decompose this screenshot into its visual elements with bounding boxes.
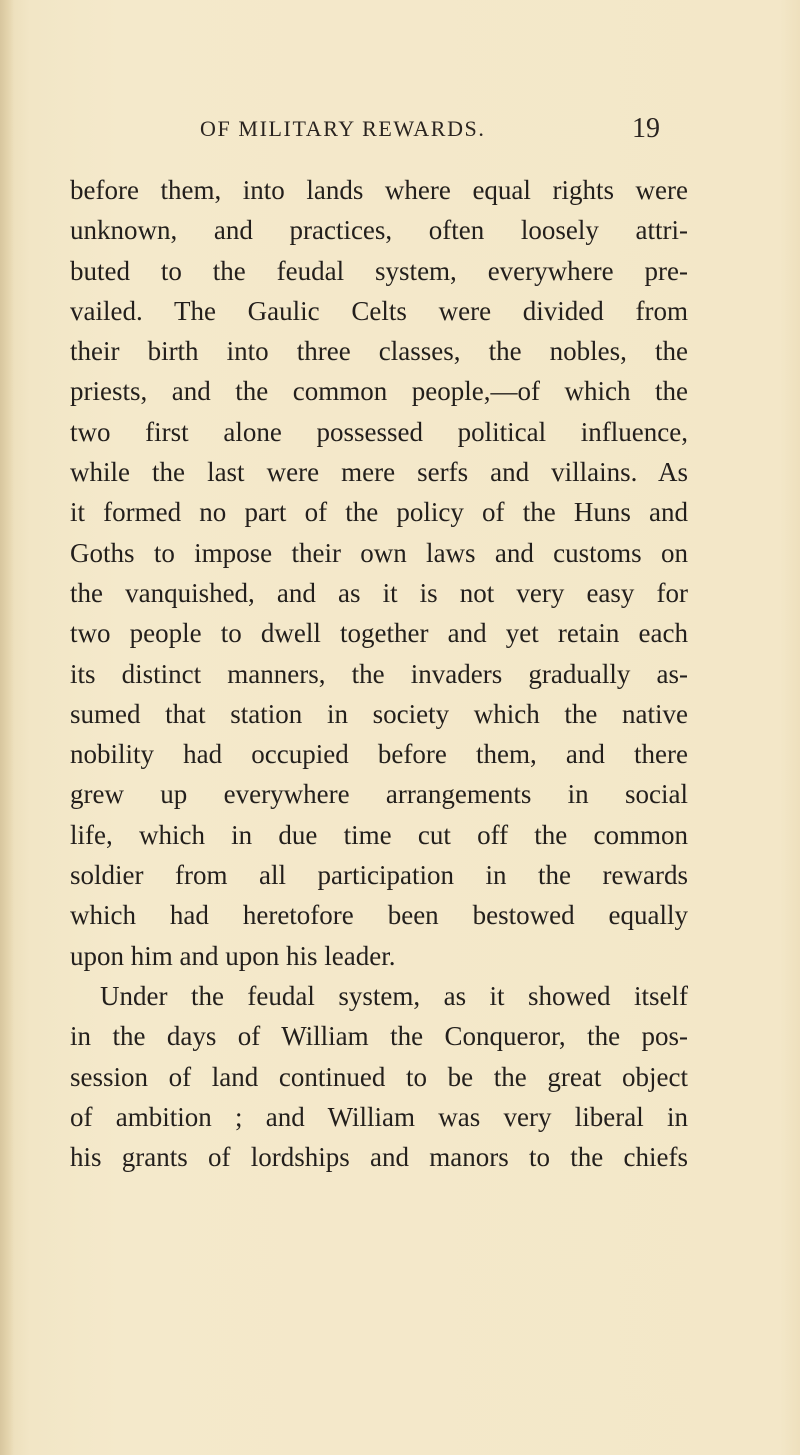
text-line: which had heretofore been bestowed equally: [70, 900, 688, 931]
text-line: before them, into lands where equal rights were: [70, 175, 688, 205]
page-number: 19: [632, 113, 660, 144]
page-header: [0, 113, 800, 150]
text-line: life, which in due time cut off the common: [70, 819, 688, 850]
text-line: priests, and the common people,—of which the: [70, 376, 688, 407]
page-gutter: [0, 0, 14, 1455]
text-line: buted to the feudal system, everywhere pre-: [70, 255, 688, 286]
running-head: OF MILITARY REWARDS.: [200, 116, 486, 141]
text-line: session of land continued to be the great object: [70, 1061, 688, 1092]
text-line: two people to dwell together and yet retain each: [70, 618, 688, 649]
text-line: unknown, and practices, often loosely attri-: [70, 215, 688, 246]
paragraph-last-line: upon him and upon his leader.: [70, 940, 396, 971]
text-line: Goths to impose their own laws and customs on: [70, 537, 688, 568]
text-line: vailed. The Gaulic Celts were divided from: [70, 295, 688, 326]
text-line: the vanquished, and as it is not very easy for: [70, 577, 688, 608]
text-line: in the days of William the Conqueror, the pos-: [70, 1021, 688, 1052]
text-line: grew up everywhere arrangements in social: [70, 779, 688, 810]
text-line: it formed no part of the policy of the Huns and: [70, 497, 688, 528]
text-line: two first alone possessed political influence,: [70, 416, 688, 447]
text-line: while the last were mere serfs and villains. As: [70, 457, 688, 488]
text-line: nobility had occupied before them, and there: [70, 739, 688, 770]
text-line: soldier from all participation in the rewards: [70, 860, 688, 891]
text-line: his grants of lordships and manors to the chiefs: [70, 1142, 688, 1173]
text-line: sumed that station in society which the native: [70, 698, 688, 729]
text-line: its distinct manners, the invaders gradually as-: [70, 658, 688, 689]
paragraph-first-line: Under the feudal system, as it showed itself: [100, 980, 688, 1011]
body-text: [70, 170, 688, 1177]
text-line: of ambition ; and William was very liberal in: [70, 1101, 688, 1132]
text-line: their birth into three classes, the nobles, the: [70, 336, 688, 367]
